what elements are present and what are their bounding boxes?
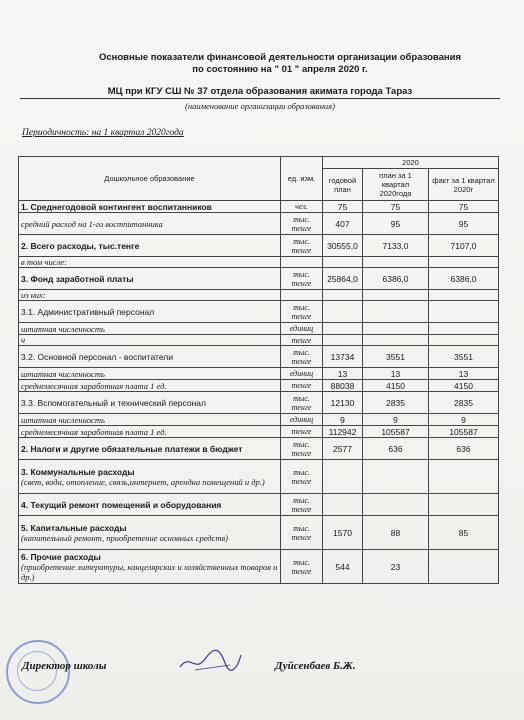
row-label: штатная численность bbox=[21, 323, 105, 334]
header-annual-plan: годовой план bbox=[323, 169, 363, 201]
row-value-v3 bbox=[429, 550, 499, 584]
financial-table bbox=[18, 156, 499, 584]
row-value-v2: 23 bbox=[363, 550, 429, 584]
row-unit: тенге bbox=[281, 426, 323, 438]
row-label-cell bbox=[19, 257, 281, 268]
row-label: штатная численность bbox=[21, 414, 105, 425]
table-row bbox=[19, 257, 499, 268]
row-label-cell bbox=[19, 268, 281, 290]
row-label: штатная численность bbox=[21, 368, 105, 379]
row-unit: тенге bbox=[281, 335, 323, 346]
row-value-v3: 2835 bbox=[429, 392, 499, 414]
row-unit: тыс. тенге bbox=[281, 346, 323, 368]
row-value-v1: 544 bbox=[323, 550, 363, 584]
row-label: 5. Капитальные расходы bbox=[21, 522, 127, 533]
row-value-v2 bbox=[363, 323, 429, 335]
row-value-v3 bbox=[429, 301, 499, 323]
row-label-cell bbox=[19, 438, 281, 460]
row-label-cell bbox=[19, 335, 281, 346]
organization-name: МЦ при КГУ СШ № 37 отдела образования акимата города Тараз bbox=[20, 86, 500, 99]
row-value-v3: 636 bbox=[429, 438, 499, 460]
row-unit: тыс. тенге bbox=[281, 494, 323, 516]
row-value-v3: 75 bbox=[429, 201, 499, 213]
row-label-cell bbox=[19, 323, 281, 335]
row-value-v3: 95 bbox=[429, 213, 499, 235]
row-label: из них: bbox=[21, 290, 46, 300]
row-value-v3: 105587 bbox=[429, 426, 499, 438]
row-value-v1 bbox=[323, 257, 363, 268]
header-fact-q1: факт за 1 квартал 2020г bbox=[429, 169, 499, 201]
row-value-v1 bbox=[323, 301, 363, 323]
table-row bbox=[19, 494, 499, 516]
table-row bbox=[19, 516, 499, 550]
row-sublabel: (капительный ремонт, приобретение основных средств) bbox=[21, 532, 228, 543]
row-value-v2: 4150 bbox=[363, 380, 429, 392]
row-label: 6. Прочие расходы bbox=[21, 551, 101, 562]
table-row bbox=[19, 426, 499, 438]
header-plan-q1: план за 1 квартал 2020года bbox=[363, 169, 429, 201]
row-label: ч bbox=[21, 335, 26, 345]
table-row bbox=[19, 290, 499, 301]
table-row bbox=[19, 380, 499, 392]
row-value-v2: 88 bbox=[363, 516, 429, 550]
row-value-v3 bbox=[429, 290, 499, 301]
row-label-cell bbox=[19, 414, 281, 426]
row-label-cell bbox=[19, 235, 281, 257]
row-value-v3 bbox=[429, 257, 499, 268]
table-row bbox=[19, 368, 499, 380]
row-value-v1: 12130 bbox=[323, 392, 363, 414]
row-value-v1: 88038 bbox=[323, 380, 363, 392]
row-label-cell bbox=[19, 346, 281, 368]
row-value-v2: 95 bbox=[363, 213, 429, 235]
row-label-cell bbox=[19, 368, 281, 380]
row-unit: единиц bbox=[281, 368, 323, 380]
row-label: среднемесячная заработная плата 1 ед. bbox=[21, 426, 167, 437]
row-value-v3: 3551 bbox=[429, 346, 499, 368]
row-value-v1: 25864,0 bbox=[323, 268, 363, 290]
row-label-cell bbox=[19, 301, 281, 323]
row-unit: тыс. тенге bbox=[281, 268, 323, 290]
row-value-v3: 13 bbox=[429, 368, 499, 380]
row-label-cell bbox=[19, 460, 281, 494]
table-row bbox=[19, 460, 499, 494]
row-label: 3. Коммунальные расходы bbox=[21, 466, 135, 477]
row-unit: тыс. тенге bbox=[281, 392, 323, 414]
row-label-cell bbox=[19, 516, 281, 550]
stamp-seal bbox=[6, 640, 70, 704]
row-value-v1: 9 bbox=[323, 414, 363, 426]
row-value-v2: 7133,0 bbox=[363, 235, 429, 257]
row-sublabel: (приобретение литературы, канцелярских и хозяйственных товаров и др.) bbox=[21, 561, 278, 582]
row-value-v3 bbox=[429, 335, 499, 346]
row-value-v1: 75 bbox=[323, 201, 363, 213]
row-value-v2 bbox=[363, 290, 429, 301]
row-value-v1: 1570 bbox=[323, 516, 363, 550]
row-value-v1: 2577 bbox=[323, 438, 363, 460]
row-label: 3. Фонд заработной платы bbox=[21, 273, 134, 284]
row-value-v3: 7107,0 bbox=[429, 235, 499, 257]
row-value-v1 bbox=[323, 494, 363, 516]
period-label: Периодичность: на 1 квартал 2020года bbox=[22, 128, 184, 138]
row-value-v1: 112942 bbox=[323, 426, 363, 438]
row-unit bbox=[281, 290, 323, 301]
row-label-cell bbox=[19, 201, 281, 213]
row-value-v1 bbox=[323, 460, 363, 494]
row-label-cell bbox=[19, 426, 281, 438]
row-value-v3: 85 bbox=[429, 516, 499, 550]
row-value-v2 bbox=[363, 335, 429, 346]
row-label-cell bbox=[19, 380, 281, 392]
table-row bbox=[19, 392, 499, 414]
row-label-cell bbox=[19, 290, 281, 301]
row-unit: тыс. тенге bbox=[281, 213, 323, 235]
row-value-v2: 9 bbox=[363, 414, 429, 426]
row-unit: тыс. тенге bbox=[281, 516, 323, 550]
row-unit: тыс. тенге bbox=[281, 438, 323, 460]
row-value-v2: 13 bbox=[363, 368, 429, 380]
table-row bbox=[19, 323, 499, 335]
row-value-v3 bbox=[429, 460, 499, 494]
row-value-v3: 6386,0 bbox=[429, 268, 499, 290]
row-label-cell bbox=[19, 213, 281, 235]
table-row bbox=[19, 414, 499, 426]
row-label-cell bbox=[19, 550, 281, 584]
row-unit bbox=[281, 257, 323, 268]
row-label: среднемесячная заработная плата 1 ед. bbox=[21, 380, 167, 391]
signature-mark bbox=[175, 645, 245, 675]
row-value-v2: 636 bbox=[363, 438, 429, 460]
table-row bbox=[19, 438, 499, 460]
row-value-v2 bbox=[363, 301, 429, 323]
table-row bbox=[19, 301, 499, 323]
row-label: 3.2. Основной персонал - воспитатели bbox=[21, 351, 173, 362]
row-value-v2: 6386,0 bbox=[363, 268, 429, 290]
row-label: средний расход на 1-го востпитанника bbox=[21, 218, 163, 229]
row-value-v2 bbox=[363, 460, 429, 494]
table-row bbox=[19, 550, 499, 584]
row-value-v1 bbox=[323, 290, 363, 301]
document-title-line2: по состоянию на " 01 " апреля 2020 г. bbox=[192, 64, 368, 75]
row-unit: тыс. тенге bbox=[281, 460, 323, 494]
table-row bbox=[19, 213, 499, 235]
row-unit: единиц bbox=[281, 323, 323, 335]
row-label: в том числе: bbox=[21, 257, 68, 267]
row-value-v3: 9 bbox=[429, 414, 499, 426]
row-value-v2: 2835 bbox=[363, 392, 429, 414]
director-label: Директор школы bbox=[22, 660, 107, 672]
table-row bbox=[19, 235, 499, 257]
row-value-v1: 407 bbox=[323, 213, 363, 235]
row-unit: чел. bbox=[281, 201, 323, 213]
header-year: 2020 bbox=[323, 157, 499, 169]
row-value-v1: 13734 bbox=[323, 346, 363, 368]
row-label-cell bbox=[19, 392, 281, 414]
row-label: 1. Среднегодовой контингент воспитанников bbox=[21, 201, 212, 212]
table-body bbox=[19, 201, 499, 584]
row-value-v1 bbox=[323, 335, 363, 346]
row-value-v2 bbox=[363, 494, 429, 516]
row-label: 3.3. Вспомогательный и технический персонал bbox=[21, 397, 206, 408]
row-unit: единиц bbox=[281, 414, 323, 426]
row-value-v2: 75 bbox=[363, 201, 429, 213]
row-value-v3 bbox=[429, 494, 499, 516]
row-label: 2. Всего расходы, тыс.тенге bbox=[21, 240, 140, 251]
row-value-v1 bbox=[323, 323, 363, 335]
row-value-v3 bbox=[429, 323, 499, 335]
row-value-v1: 13 bbox=[323, 368, 363, 380]
row-unit: тыс. тенге bbox=[281, 235, 323, 257]
row-unit: тыс. тенге bbox=[281, 301, 323, 323]
header-unit: ед. изм. bbox=[281, 157, 323, 201]
row-value-v2: 105587 bbox=[363, 426, 429, 438]
row-unit: тыс. тенге bbox=[281, 550, 323, 584]
row-label: 3.1. Административный персонал bbox=[21, 306, 155, 317]
row-value-v2: 3551 bbox=[363, 346, 429, 368]
row-value-v2 bbox=[363, 257, 429, 268]
director-name: Дуйсенбаев Б.Ж. bbox=[275, 660, 356, 672]
row-label-cell bbox=[19, 494, 281, 516]
header-section: Дошкольное образование bbox=[19, 157, 281, 201]
row-value-v1: 30555,0 bbox=[323, 235, 363, 257]
row-value-v3: 4150 bbox=[429, 380, 499, 392]
row-unit: тенге bbox=[281, 380, 323, 392]
organization-caption: (наименование организации образования) bbox=[185, 101, 335, 111]
row-label: 2. Налоги и другие обязательные платежи в бюджет bbox=[21, 443, 243, 454]
table-row bbox=[19, 268, 499, 290]
row-label: 4. Текущий ремонт помещений и оборудования bbox=[21, 499, 222, 510]
document-title-line1: Основные показатели финансовой деятельности организации образования bbox=[98, 52, 462, 63]
row-sublabel: (свет, вода, отопление, связь,интернет, арендна помещений и др.) bbox=[21, 476, 265, 487]
table-row bbox=[19, 346, 499, 368]
table-row bbox=[19, 201, 499, 213]
table-row bbox=[19, 335, 499, 346]
